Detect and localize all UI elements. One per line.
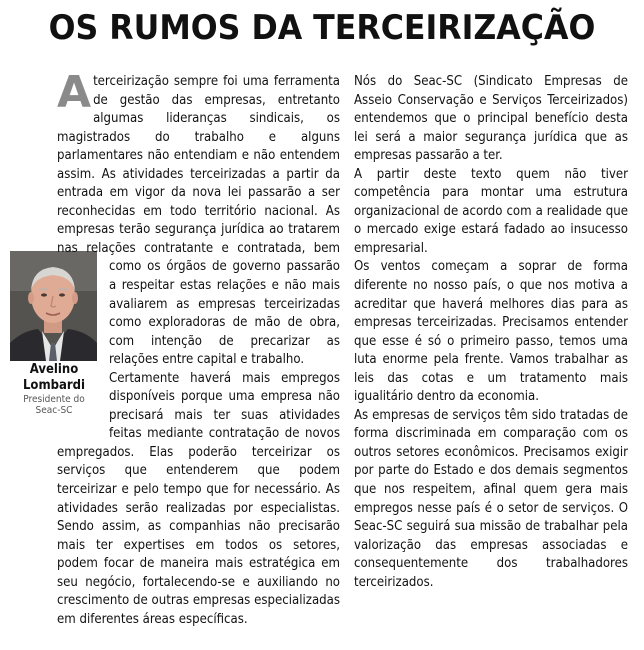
paragraph-1 (57, 67, 340, 370)
portrait-spacer (9, 258, 104, 432)
author-role-line2: Seac-SC (35, 405, 73, 416)
paragraph-4: A partir deste texto quem não tiver competência para montar uma estrutura organizacional de acordo com a realidade que o mercado exige estará fadado ao insucesso empresarial. (354, 166, 628, 256)
article-column-right (354, 73, 628, 592)
paragraph-3: Nós do Seac-SC (Sindicato Empresas de Asseio Conservação e Serviços Terceirizados) entendemos que o principal benefício desta lei será a maior segurança jurídica que as empresas passarão a ter. (354, 74, 628, 164)
author-last-name: Lombardi (22, 378, 86, 393)
paragraph-1-text-continued: como os órgãos de governo passarão a respeitar estas relações e não mais avaliarem as empresas terceirizadas como exploradoras de mão de obra, com intenção de precarizar as relações entre capital e trabalho. (109, 259, 340, 368)
drop-cap: A (57, 67, 92, 118)
paragraph-2: Certamente haverá mais empregos disponíveis porque uma empresa não precisará mais ter suas atividades feitas mediante contratação de novos empregados. Elas poderão terceirizar os serviços que entenderem que podem terceirizar e pelo tempo que for necessário. As atividades serão realizadas por especialistas. Sendo assim, as companhias não precisarão mais ter expertises em todos os setores, podem focar de maneira mais estratégica em seu negócio, fortalecendo-se e auxiliando no crescimento de outras empresas especializadas em diferentes áreas específicas. (57, 370, 340, 627)
article-column-left (57, 67, 340, 629)
author-role-line1: Presidente do (23, 394, 85, 405)
paragraph-5: Os ventos começam a soprar de forma diferente no nosso país, o que nos motiva a acreditar que haverá melhores dias para as empresas terceirizadas. Precisamos entender que esse é só o primeiro passo, temos uma luta enorme pela frente. Vamos trabalhar as leis das cotas e um tratamento mais igualitário dentro da economia. (354, 259, 628, 405)
author-first-name: Avelino (29, 362, 79, 377)
paragraph-6: As empresas de serviços têm sido tratadas de forma discriminada em comparação com os outros setores econômicos. Precisamos exigir por parte do Estado e dos demais segmentos que nos respeitem, afinal quem gera mais empregos nesse país é o setor de serviços. O Seac-SC seguirá sua missão de trabalhar pela valorização das empresas associadas e consequentemente dos trabalhadores terceirizados. (354, 407, 628, 590)
headline: OS RUMOS DA TERCEIRIZAÇÃO (48, 8, 596, 48)
paragraph-1-text: terceirização sempre foi uma ferramenta de gestão das empresas, entretanto algumas lideranças sindicais, os magistrados do trabalho e alguns parlamentares não entendiam e não entendem assim. As atividades terceirizadas a partir da entrada em vigor da nova lei passarão a ser reconhecidas em todo território nacional. As empresas terão segurança jurídica ao tratarem nas relações contratante e contratada, bem (57, 74, 340, 256)
